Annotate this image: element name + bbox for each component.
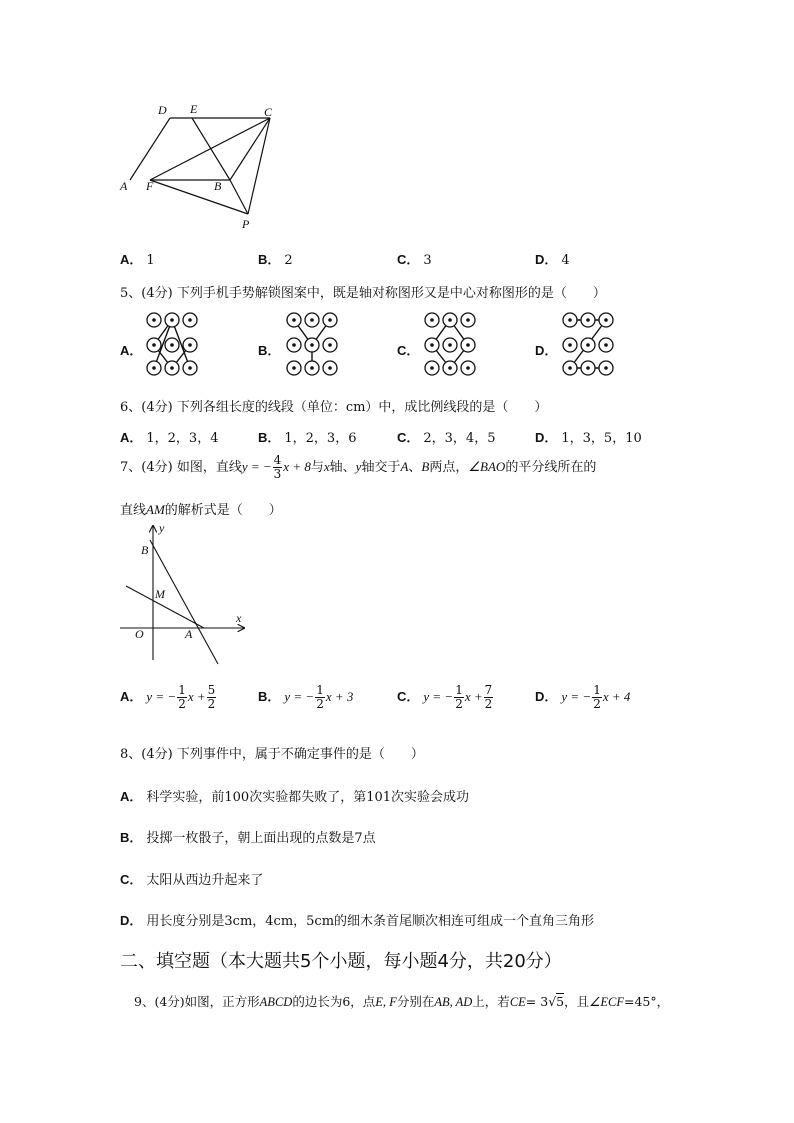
fig4-label-f: F <box>146 179 154 193</box>
option-fraction-1 <box>454 684 464 711</box>
frac-den: 2 <box>207 697 216 711</box>
q9-eq: = 3 <box>525 994 549 1009</box>
option-letter: A． <box>120 252 143 267</box>
option-letter: B． <box>258 689 281 704</box>
option-letter: A． <box>120 343 143 358</box>
q7-am: AM <box>146 502 165 517</box>
q6-stem: 6、(4分) 下列各组长度的线段（单位：cm）中，成比例线段的是（ ） <box>120 400 548 415</box>
q5-pattern-c <box>420 308 480 382</box>
frac-num: 1 <box>316 683 324 697</box>
option-letter: C． <box>397 689 420 704</box>
q9-prefix: 9、(4分)如图，正方形 <box>134 994 260 1009</box>
frac-den: 3 <box>273 467 282 481</box>
q5-pattern-d <box>558 308 618 382</box>
q7-mid2: 轴、 <box>329 460 356 475</box>
option-letter: C． <box>397 430 420 445</box>
frac-num: 1 <box>455 683 463 697</box>
q7-prefix: 7、(4分) 如图，直线 <box>120 460 242 475</box>
frac-num: 7 <box>484 683 493 697</box>
q8-option-b[interactable] <box>120 827 376 846</box>
q9-ab-ad: AB, AD <box>434 995 473 1009</box>
option-letter: B． <box>120 830 143 845</box>
fig4-label-b: B <box>214 179 222 193</box>
q4-option-d[interactable] <box>535 249 570 268</box>
q4-option-c[interactable] <box>397 249 432 268</box>
option-fraction-1 <box>177 684 187 711</box>
q9-sqrt-radicand: 5 <box>556 994 565 1009</box>
option-text: 1，2，3，4 <box>146 431 219 446</box>
option-text: 1 <box>146 253 155 268</box>
frac-den: 2 <box>484 697 493 711</box>
q9-mid2: 分别在 <box>396 994 435 1009</box>
q4-option-a[interactable] <box>120 249 155 268</box>
option-text: 用长度分别是3cm，4cm，5cm的细木条首尾顺次相连可组成一个直角三角形 <box>146 914 595 929</box>
option-mid: x + 3 <box>325 689 354 704</box>
option-letter: B． <box>258 343 281 358</box>
option-letter: A． <box>120 430 143 445</box>
frac-num: 1 <box>178 683 186 697</box>
fig4-label-e: E <box>190 102 198 116</box>
q7-graph-label-y: y <box>159 521 165 535</box>
q9-tail: =45°， <box>623 994 670 1009</box>
option-text: 1，3，5，10 <box>561 431 642 446</box>
option-letter: C． <box>397 343 420 358</box>
frac-den: 2 <box>316 697 324 711</box>
q7-stem-line2 <box>120 499 282 518</box>
q8-option-d[interactable] <box>120 910 594 929</box>
q7-option-b[interactable] <box>258 684 353 711</box>
q7-graph-label-x: x <box>236 611 242 625</box>
fig4-label-d: D <box>158 103 167 117</box>
q7-sep: 、 <box>408 460 422 475</box>
q7-graph-label-o: O <box>135 627 144 641</box>
option-text: 4 <box>561 253 570 268</box>
q8-stem: 8、(4分) 下列事件中，属于不确定事件的是（ ） <box>120 747 424 762</box>
q7-x-axis: x <box>323 459 330 474</box>
q9-angle: ∠ECF <box>589 995 624 1009</box>
option-lead: y = − <box>561 689 592 704</box>
option-letter: D． <box>535 252 558 267</box>
q7-line2-prefix: 直线 <box>120 503 147 518</box>
q9-mid3: 上，若 <box>472 994 510 1009</box>
q8-option-a[interactable] <box>120 786 469 805</box>
option-fraction-2 <box>484 684 494 711</box>
option-mid: x + <box>187 689 206 704</box>
q6-option-a[interactable] <box>120 427 218 446</box>
q7-x-plus: x + 8 <box>283 459 311 474</box>
q7-option-d[interactable] <box>535 684 630 711</box>
option-text: 3 <box>423 253 432 268</box>
q7-option-a[interactable] <box>120 684 217 711</box>
q7-graph-label-a: A <box>185 627 193 641</box>
option-letter: A． <box>120 789 143 804</box>
option-letter: D． <box>535 343 558 358</box>
option-letter: B． <box>258 252 281 267</box>
q6-option-d[interactable] <box>535 427 642 446</box>
q7-y-axis: y <box>355 459 362 474</box>
q8-option-c[interactable] <box>120 869 263 888</box>
section-2-title: 二、填空题（本大题共5个小题，每小题4分，共20分） <box>120 951 562 972</box>
option-fraction-1 <box>315 684 325 711</box>
q7-point-a: A <box>400 459 409 474</box>
frac-den: 2 <box>455 697 463 711</box>
q7-mid1: 与 <box>310 460 324 475</box>
frac-num: 1 <box>593 683 601 697</box>
q9-abcd: ABCD <box>259 995 293 1009</box>
q7-stem-line1 <box>120 454 596 481</box>
q6-option-b[interactable] <box>258 427 356 446</box>
option-lead: y = − <box>146 689 177 704</box>
q9-mid1: 的边长为6，点 <box>292 994 376 1009</box>
option-text: 太阳从西边升起来了 <box>146 873 264 888</box>
q7-mid4: 两点， <box>429 460 469 475</box>
q9-stem <box>134 992 669 1010</box>
q4-geometry-figure <box>110 96 290 236</box>
option-letter: D． <box>535 430 558 445</box>
option-fraction-2 <box>207 684 217 711</box>
q9-sqrt: √5 <box>548 994 565 1009</box>
q7-angle: ∠BAO <box>468 459 506 474</box>
frac-den: 2 <box>593 697 601 711</box>
q5-pattern-a <box>142 308 202 382</box>
frac-den: 2 <box>178 697 186 711</box>
option-letter: D． <box>535 689 558 704</box>
q7-graph-label-b: B <box>141 543 149 557</box>
option-text: 1，2，3，6 <box>284 431 357 446</box>
q9-ef: E, F <box>375 995 397 1009</box>
q5-option-b[interactable] <box>258 340 284 359</box>
q6-option-c[interactable] <box>397 427 495 446</box>
option-mid: x + <box>464 689 483 704</box>
option-text: 2，3，4，5 <box>423 431 496 446</box>
q7-fraction <box>273 454 283 481</box>
option-lead: y = − <box>284 689 315 704</box>
q7-mid3: 轴交于 <box>361 460 401 475</box>
option-letter: B． <box>258 430 281 445</box>
q7-option-c[interactable] <box>397 684 494 711</box>
q7-point-b: B <box>421 459 430 474</box>
option-letter: D． <box>120 913 143 928</box>
option-letter: C． <box>120 872 143 887</box>
q7-y-eq: y = − <box>241 459 272 474</box>
q7-line2-tail: 的解析式是（ ） <box>164 503 282 518</box>
q7-coordinate-graph <box>112 520 252 670</box>
option-letter: C． <box>397 252 420 267</box>
q7-tail: 的平分线所在的 <box>505 460 597 475</box>
q5-stem: 5、(4分) 下列手机手势解锁图案中，既是轴对称图形又是中心对称图形的是（ ） <box>120 286 606 301</box>
q5-pattern-b <box>282 308 342 382</box>
option-lead: y = − <box>423 689 454 704</box>
q9-ce: CE <box>509 995 526 1009</box>
option-letter: A． <box>120 689 143 704</box>
fig4-label-c: C <box>264 105 273 119</box>
frac-num: 4 <box>273 453 282 467</box>
option-text: 2 <box>284 253 293 268</box>
frac-num: 5 <box>207 683 216 697</box>
q9-mid4: ，且 <box>564 994 590 1009</box>
q4-option-b[interactable] <box>258 249 293 268</box>
option-text: 投掷一枚骰子，朝上面出现的点数是7点 <box>146 831 376 846</box>
fig4-label-a: A <box>120 179 128 193</box>
option-fraction-1 <box>592 684 602 711</box>
q7-graph-label-m: M <box>155 587 165 601</box>
option-mid: x + 4 <box>602 689 631 704</box>
option-text: 科学实验，前100次实验都失败了，第101次实验会成功 <box>146 790 470 805</box>
fig4-label-p: P <box>242 217 250 231</box>
